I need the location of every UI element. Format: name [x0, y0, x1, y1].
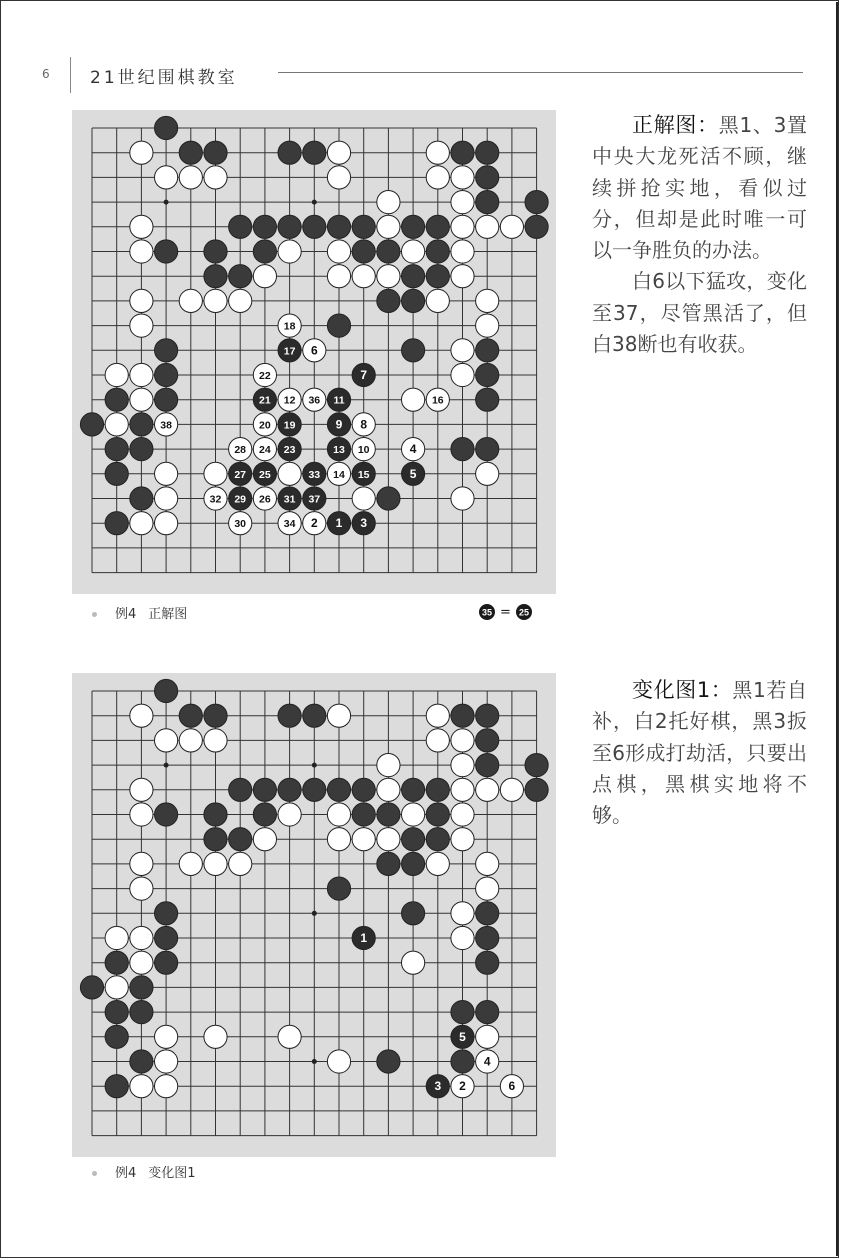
move-number: 37: [308, 493, 321, 506]
white-stone: [327, 166, 350, 189]
white-stone: [451, 265, 474, 288]
white-stone: [155, 729, 178, 752]
white-stone: [130, 314, 153, 337]
white-stone: [476, 462, 499, 485]
black-stone: [476, 754, 499, 777]
move-number: 27: [234, 468, 247, 481]
black-stone: [155, 116, 178, 139]
black-stone: [352, 215, 375, 238]
black-stone: [155, 926, 178, 949]
black-stone: [229, 215, 252, 238]
move-note: [478, 603, 533, 621]
commentary-correct-solution: [592, 110, 807, 360]
black-stone: [327, 314, 350, 337]
black-stone: [476, 339, 499, 362]
move-number: 2: [310, 516, 318, 531]
white-stone: [402, 388, 425, 411]
white-stone: [130, 704, 153, 727]
black-stone: [402, 778, 425, 801]
white-stone: [402, 951, 425, 974]
white-stone: [327, 704, 350, 727]
black-stone: [476, 902, 499, 925]
white-stone: [500, 215, 523, 238]
black-stone: [402, 265, 425, 288]
white-stone: [476, 1025, 499, 1048]
move-number: 3: [360, 516, 368, 531]
white-stone: [377, 778, 400, 801]
white-stone: [451, 926, 474, 949]
white-stone: [426, 166, 449, 189]
white-stone: [327, 828, 350, 851]
commentary-paragraph: 白6以下猛攻，变化至37，尽管黑活了，但白38断也有收获。: [592, 269, 807, 357]
book-title: 21世纪围棋教室: [90, 68, 238, 88]
black-stone: [105, 438, 128, 461]
commentary-variation-1: [592, 675, 807, 831]
black-stone: [451, 141, 474, 164]
white-stone: [426, 852, 449, 875]
black-stone: [476, 363, 499, 386]
caption-title: 正解图: [148, 607, 188, 622]
star-point: [312, 911, 317, 916]
black-stone: [204, 265, 227, 288]
move-number: 1: [360, 931, 368, 945]
black-stone: [105, 388, 128, 411]
white-stone: [476, 215, 499, 238]
white-stone: [179, 166, 202, 189]
black-stone: [476, 729, 499, 752]
white-stone: [500, 778, 523, 801]
move-number: 19: [283, 419, 296, 432]
white-stone: [105, 926, 128, 949]
white-stone: [130, 852, 153, 875]
move-number: 26: [259, 493, 271, 506]
black-stone: [229, 828, 252, 851]
move-number: 6: [508, 1079, 516, 1094]
black-stone: [105, 1075, 128, 1098]
black-stone: [105, 1025, 128, 1048]
black-stone: [130, 976, 153, 999]
black-stone: [426, 803, 449, 826]
white-stone: [155, 166, 178, 189]
black-stone: [130, 413, 153, 436]
black-stone: [402, 289, 425, 312]
black-stone: [179, 141, 202, 164]
white-stone: [204, 166, 227, 189]
black-stone: [130, 1001, 153, 1024]
white-stone: [402, 803, 425, 826]
black-stone: [352, 240, 375, 263]
black-stone: [278, 141, 301, 164]
white-stone: [130, 363, 153, 386]
white-stone: [426, 289, 449, 312]
white-stone: [253, 828, 276, 851]
black-stone: [327, 877, 350, 900]
black-stone: [377, 240, 400, 263]
commentary-body: 黑1、3置中央大龙死活不顾，继续拼抢实地，看似过分，但却是此时唯一可以一争胜负的办法。: [592, 113, 808, 263]
black-stone: [105, 951, 128, 974]
white-stone: [105, 976, 128, 999]
white-stone: [278, 240, 301, 263]
black-stone: [303, 704, 326, 727]
black-stone: [229, 778, 252, 801]
white-stone: [155, 1025, 178, 1048]
white-stone: [155, 1050, 178, 1073]
move-number: 2: [459, 1079, 466, 1094]
white-stone: [130, 951, 153, 974]
black-stone: [402, 339, 425, 362]
caption-example: 例4: [115, 1166, 137, 1181]
commentary-heading: 变化图1：: [632, 678, 733, 702]
white-stone: [130, 778, 153, 801]
black-stone: [476, 388, 499, 411]
white-stone: [130, 926, 153, 949]
white-stone: [130, 289, 153, 312]
star-point: [312, 1059, 317, 1064]
move-number: 12: [283, 394, 296, 407]
white-stone: [130, 803, 153, 826]
black-stone: [476, 704, 499, 727]
white-stone: [451, 902, 474, 925]
black-stone: [476, 1001, 499, 1024]
page-edge: [836, 2, 838, 1256]
white-stone: [451, 191, 474, 214]
black-stone: [426, 265, 449, 288]
black-stone: [451, 438, 474, 461]
move-number: 10: [357, 444, 370, 457]
black-stone: [476, 191, 499, 214]
go-board-correct-solution: [72, 110, 556, 594]
white-stone: [402, 240, 425, 263]
white-stone: [204, 1025, 227, 1048]
white-stone: [204, 462, 227, 485]
white-stone: [451, 166, 474, 189]
white-stone: [327, 141, 350, 164]
white-stone: [130, 1075, 153, 1098]
page-number: 6: [42, 67, 50, 81]
black-stone: [179, 704, 202, 727]
header-rule: [278, 72, 803, 73]
black-stone: [377, 487, 400, 510]
black-stone: [377, 852, 400, 875]
white-stone: [105, 363, 128, 386]
black-stone: [303, 141, 326, 164]
white-stone: [130, 240, 153, 263]
white-stone: [278, 462, 301, 485]
black-stone: [525, 215, 548, 238]
move-number: 11: [333, 394, 345, 407]
board-svg: [72, 673, 556, 1157]
black-stone: [377, 803, 400, 826]
svg-text:25: 25: [518, 607, 529, 618]
white-stone: [179, 289, 202, 312]
black-stone: [278, 215, 301, 238]
white-stone: [451, 803, 474, 826]
white-stone: [451, 828, 474, 851]
black-stone: [476, 926, 499, 949]
white-stone: [204, 729, 227, 752]
star-point: [164, 763, 169, 768]
black-stone: [204, 141, 227, 164]
move-number: 25: [259, 468, 271, 481]
move-number: 5: [409, 466, 417, 481]
caption-dot: [92, 612, 97, 617]
white-stone: [451, 339, 474, 362]
white-stone: [426, 141, 449, 164]
commentary-body: 黑1若自补，白2托好棋，黑3扳至6形成打劫活，只要出点棋，黑棋实地将不够。: [592, 678, 807, 828]
black-stone: [451, 704, 474, 727]
white-stone: [155, 512, 178, 535]
black-stone: [253, 803, 276, 826]
white-stone: [451, 363, 474, 386]
white-stone: [229, 289, 252, 312]
white-stone: [130, 388, 153, 411]
white-stone: [278, 803, 301, 826]
white-stone: [229, 852, 252, 875]
white-stone: [105, 413, 128, 436]
note-stone-35: [478, 603, 496, 621]
move-number: 20: [259, 419, 271, 432]
black-stone: [303, 778, 326, 801]
white-stone: [327, 803, 350, 826]
white-stone: [179, 852, 202, 875]
white-stone: [476, 877, 499, 900]
move-number: 21: [259, 394, 271, 407]
white-stone: [451, 729, 474, 752]
move-number: 34: [283, 518, 296, 531]
black-stone: [402, 902, 425, 925]
white-stone: [451, 487, 474, 510]
black-stone: [80, 976, 103, 999]
move-number: 15: [357, 468, 370, 481]
white-stone: [352, 265, 375, 288]
move-number: 16: [431, 394, 444, 407]
black-stone: [155, 388, 178, 411]
white-stone: [278, 1025, 301, 1048]
move-number: 28: [234, 444, 247, 457]
black-stone: [204, 803, 227, 826]
move-number: 31: [283, 493, 296, 506]
page-header: [0, 55, 841, 95]
white-stone: [130, 512, 153, 535]
black-stone: [155, 679, 178, 702]
move-number: 30: [234, 518, 247, 531]
black-stone: [476, 438, 499, 461]
move-number: 36: [308, 394, 321, 407]
caption-diagram-2: [92, 1162, 196, 1181]
white-stone: [204, 289, 227, 312]
black-stone: [155, 339, 178, 362]
black-stone: [130, 438, 153, 461]
white-stone: [253, 265, 276, 288]
black-stone: [402, 828, 425, 851]
black-stone: [155, 951, 178, 974]
black-stone: [451, 1001, 474, 1024]
go-board-variation-1: [72, 673, 556, 1157]
move-number: 3: [434, 1079, 442, 1094]
white-stone: [476, 314, 499, 337]
commentary-heading: 正解图：: [632, 113, 719, 137]
black-stone: [229, 265, 252, 288]
black-stone: [155, 240, 178, 263]
move-number: 29: [234, 493, 247, 506]
black-stone: [155, 902, 178, 925]
white-stone: [476, 289, 499, 312]
black-stone: [402, 852, 425, 875]
black-stone: [105, 512, 128, 535]
black-stone: [426, 828, 449, 851]
caption-title: 变化图1: [148, 1166, 196, 1181]
white-stone: [327, 240, 350, 263]
black-stone: [204, 704, 227, 727]
white-stone: [377, 191, 400, 214]
move-number: 8: [360, 417, 368, 432]
white-stone: [377, 754, 400, 777]
black-stone: [525, 778, 548, 801]
move-number: 7: [360, 368, 368, 382]
white-stone: [451, 754, 474, 777]
note-stone-25: [515, 603, 533, 621]
white-stone: [204, 852, 227, 875]
white-stone: [451, 778, 474, 801]
white-stone: [155, 1075, 178, 1098]
black-stone: [402, 215, 425, 238]
white-stone: [130, 877, 153, 900]
white-stone: [155, 487, 178, 510]
move-number: 24: [259, 444, 271, 457]
white-stone: [451, 215, 474, 238]
move-number: 17: [283, 345, 296, 358]
black-stone: [278, 778, 301, 801]
move-number: 18: [283, 320, 296, 333]
black-stone: [377, 1050, 400, 1073]
move-number: 4: [483, 1054, 491, 1069]
black-stone: [327, 215, 350, 238]
black-stone: [253, 778, 276, 801]
move-number: 32: [209, 493, 222, 506]
black-stone: [476, 951, 499, 974]
black-stone: [426, 240, 449, 263]
black-stone: [204, 240, 227, 263]
black-stone: [155, 363, 178, 386]
move-number: 4: [409, 442, 417, 457]
move-number: 6: [310, 343, 318, 358]
white-stone: [377, 828, 400, 851]
move-number: 23: [283, 444, 296, 457]
star-point: [312, 763, 317, 768]
white-stone: [155, 462, 178, 485]
black-stone: [105, 1001, 128, 1024]
white-stone: [179, 729, 202, 752]
black-stone: [130, 1050, 153, 1073]
black-stone: [303, 215, 326, 238]
white-stone: [130, 215, 153, 238]
black-stone: [327, 778, 350, 801]
move-number: 14: [333, 468, 345, 481]
white-stone: [352, 828, 375, 851]
black-stone: [476, 141, 499, 164]
black-stone: [130, 487, 153, 510]
black-stone: [80, 413, 103, 436]
black-stone: [451, 1050, 474, 1073]
board-svg: [72, 110, 556, 594]
black-stone: [525, 754, 548, 777]
move-number: 1: [335, 516, 343, 531]
move-number: 22: [259, 370, 271, 382]
black-stone: [105, 462, 128, 485]
black-stone: [204, 828, 227, 851]
move-number: 13: [333, 444, 345, 457]
white-stone: [327, 1050, 350, 1073]
star-point: [312, 200, 317, 205]
black-stone: [377, 289, 400, 312]
header-divider: [70, 57, 71, 93]
black-stone: [253, 240, 276, 263]
black-stone: [426, 778, 449, 801]
white-stone: [451, 240, 474, 263]
white-stone: [426, 704, 449, 727]
black-stone: [352, 778, 375, 801]
black-stone: [352, 803, 375, 826]
move-number: 33: [308, 468, 321, 481]
move-number: 9: [335, 417, 343, 432]
white-stone: [377, 215, 400, 238]
black-stone: [253, 215, 276, 238]
black-stone: [155, 803, 178, 826]
caption-example: 例4: [115, 607, 137, 622]
black-stone: [476, 166, 499, 189]
white-stone: [426, 729, 449, 752]
star-point: [164, 200, 169, 205]
note-equals: =: [500, 604, 511, 620]
move-number: 5: [459, 1029, 466, 1044]
white-stone: [476, 852, 499, 875]
caption-dot: [92, 1171, 97, 1176]
white-stone: [377, 265, 400, 288]
black-stone: [426, 215, 449, 238]
commentary-paragraph: [592, 675, 807, 831]
move-number: 38: [160, 419, 172, 432]
caption-diagram-1: [92, 603, 187, 622]
white-stone: [352, 487, 375, 510]
white-stone: [130, 141, 153, 164]
white-stone: [327, 265, 350, 288]
white-stone: [476, 778, 499, 801]
black-stone: [278, 704, 301, 727]
commentary-paragraph: [592, 110, 807, 266]
black-stone: [525, 191, 548, 214]
svg-text:35: 35: [481, 607, 493, 618]
